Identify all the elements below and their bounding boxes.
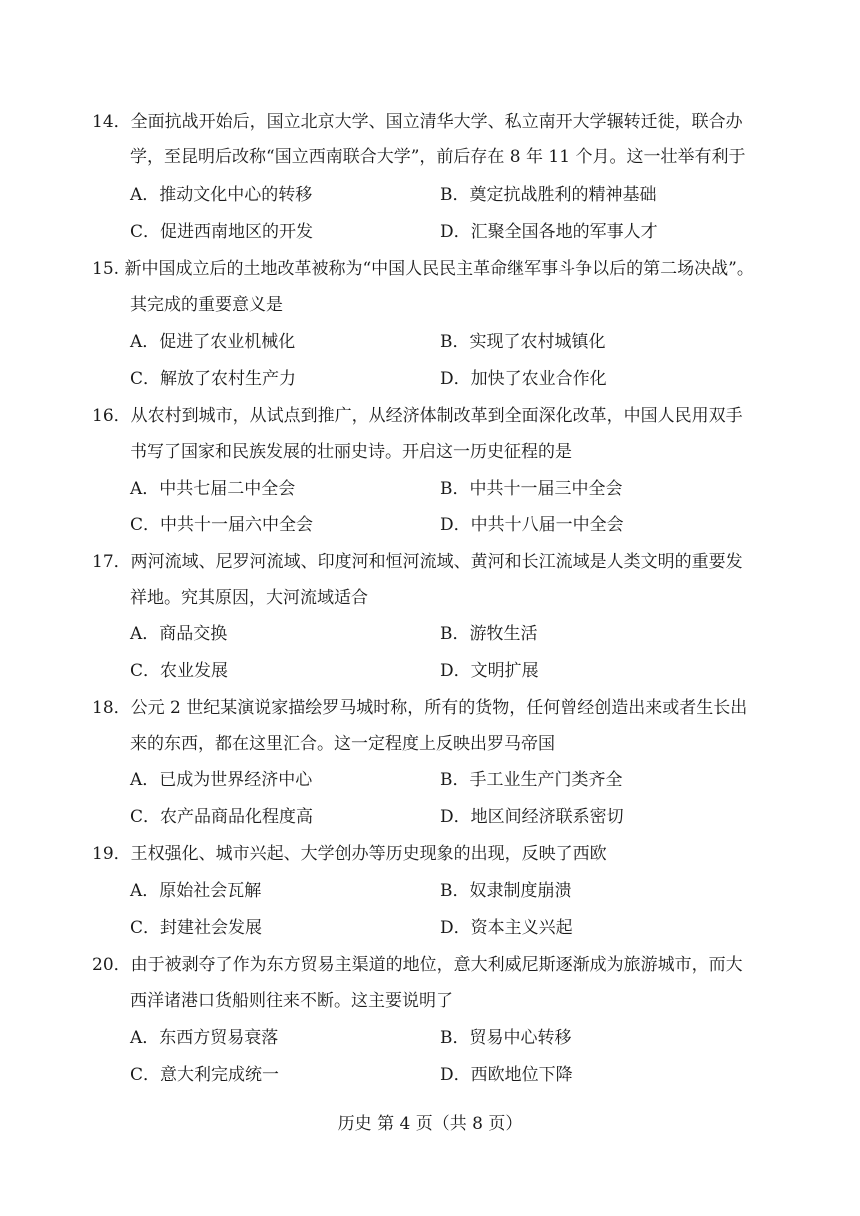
option-b: B．实现了农村城镇化 — [440, 332, 606, 352]
option-a: A．原始社会瓦解 — [130, 881, 262, 901]
option-d: D．汇聚全国各地的军事人才 — [440, 222, 658, 242]
option-d: D．加快了农业合作化 — [440, 369, 607, 389]
option-a: A．推动文化中心的转移 — [130, 185, 313, 205]
option-c: C．解放了农村生产力 — [130, 369, 297, 389]
option-b: B．贸易中心转移 — [440, 1028, 572, 1048]
page-footer: 历史 第 4 页（共 8 页） — [337, 1114, 523, 1134]
option-d: D．中共十八届一中全会 — [440, 515, 624, 535]
question-stem-line: 14．全面抗战开始后，国立北京大学、国立清华大学、私立南开大学辗转迁徙，联合办 — [92, 112, 743, 132]
option-c: C．意大利完成统一 — [130, 1065, 280, 1085]
option-d: D．地区间经济联系密切 — [440, 807, 624, 827]
option-b: B．奴隶制度崩溃 — [440, 881, 572, 901]
option-c: C．封建社会发展 — [130, 918, 263, 938]
question-stem-line: 15. 新中国成立后的土地改革被称为“中国人民民主革命继军事斗争以后的第二场决战”。 — [92, 259, 754, 279]
option-a: A．促进了农业机械化 — [130, 332, 296, 352]
question-stem-line: 学，至昆明后改称“国立西南联合大学”，前后存在 8 年 11 个月。这一壮举有利于 — [130, 147, 746, 167]
question-stem-line: 17．两河流域、尼罗河流域、印度河和恒河流域、黄河和长江流域是人类文明的重要发 — [92, 552, 743, 572]
question-stem-line: 16．从农村到城市，从试点到推广，从经济体制改革到全面深化改革，中国人民用双手 — [92, 406, 743, 426]
option-b: B．游牧生活 — [440, 624, 538, 644]
option-b: B．手工业生产门类齐全 — [440, 770, 623, 790]
question-stem-line: 19．王权强化、城市兴起、大学创办等历史现象的出现，反映了西欧 — [92, 844, 607, 864]
option-a: A．东西方贸易衰落 — [130, 1028, 279, 1048]
option-c: C．农产品商品化程度高 — [130, 807, 314, 827]
option-d: D．资本主义兴起 — [440, 918, 573, 938]
question-stem-line: 20．由于被剥夺了作为东方贸易主渠道的地位，意大利威尼斯逐渐成为旅游城市，而大 — [92, 955, 743, 975]
question-stem-line: 来的东西，都在这里汇合。这一定程度上反映出罗马帝国 — [130, 734, 555, 754]
option-b: B．奠定抗战胜利的精神基础 — [440, 185, 657, 205]
option-b: B．中共十一届三中全会 — [440, 479, 623, 499]
option-a: A．商品交换 — [130, 624, 228, 644]
option-c: C．农业发展 — [130, 661, 229, 681]
option-d: D．文明扩展 — [440, 661, 539, 681]
question-stem-line: 西洋诸港口货船则往来不断。这主要说明了 — [130, 991, 453, 1011]
question-stem-line: 其完成的重要意义是 — [130, 295, 283, 315]
option-a: A．已成为世界经济中心 — [130, 770, 313, 790]
question-stem-line: 书写了国家和民族发展的壮丽史诗。开启这一历史征程的是 — [130, 442, 572, 462]
question-stem-line: 祥地。究其原因，大河流域适合 — [130, 588, 368, 608]
option-c: C．中共十一届六中全会 — [130, 515, 314, 535]
question-stem-line: 18．公元 2 世纪某演说家描绘罗马城时称，所有的货物，任何曾经创造出来或者生长出 — [92, 698, 748, 718]
option-c: C．促进西南地区的开发 — [130, 222, 314, 242]
option-a: A．中共七届二中全会 — [130, 479, 296, 499]
option-d: D．西欧地位下降 — [440, 1065, 573, 1085]
